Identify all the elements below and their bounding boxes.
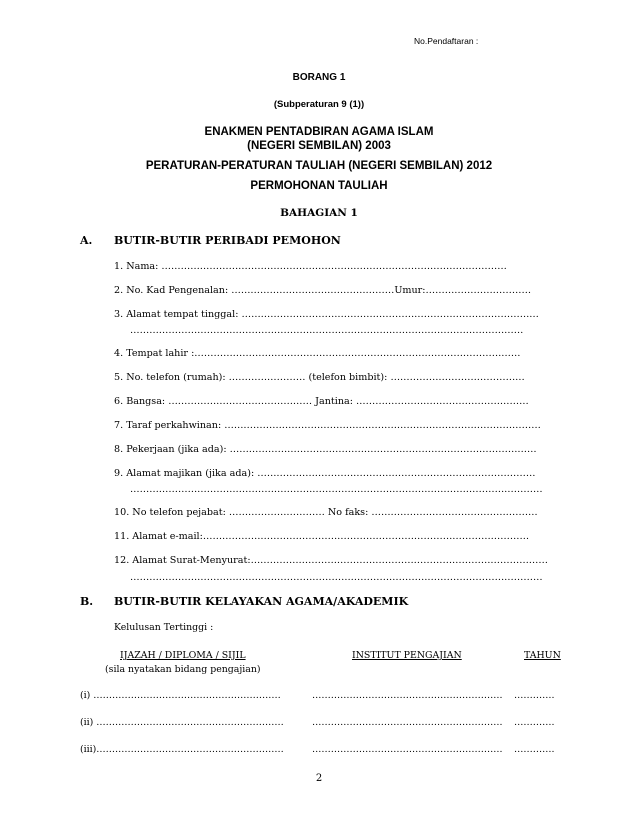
highest-qualification-label: Kelulusan Tertinggi : bbox=[114, 622, 214, 633]
regulation-reference: (Subperaturan 9 (1)) bbox=[273, 99, 365, 110]
field-place-of-birth[interactable]: 4. Tempat lahir :………………………………………………………………………………………… bbox=[114, 348, 521, 359]
qualification-cell[interactable]: (i) …………………………………………………… bbox=[80, 690, 281, 701]
field-mailing-address-continued[interactable]: ………………………………………………………………………………………………………………… bbox=[130, 572, 543, 583]
institution-column-header: INSTITUT PENGAJIAN bbox=[352, 650, 462, 661]
field-home-address[interactable]: 3. Alamat tempat tinggal: ………………………………………………………………………………… bbox=[114, 309, 539, 320]
field-telephone[interactable]: 5. No. telefon (rumah): …………………… (telefon bimbit): …………………………………… bbox=[114, 372, 525, 383]
field-ic-number-age[interactable]: 2. No. Kad Pengenalan: ……………………………………………Umur:…………………………… bbox=[114, 285, 532, 296]
registration-number-label: No.Pendaftaran : bbox=[414, 36, 479, 46]
field-name[interactable]: 1. Nama: ……………………………………………………………………………………………… bbox=[114, 261, 507, 272]
year-cell[interactable]: …………. bbox=[514, 717, 555, 728]
qualification-cell[interactable]: (ii) …………………………………………………… bbox=[80, 717, 284, 728]
form-title: BORANG 1 bbox=[292, 72, 346, 83]
field-employer-address[interactable]: 9. Alamat majikan (jika ada): …………………………………………………………………………… bbox=[114, 468, 536, 479]
year-cell[interactable]: …………. bbox=[514, 744, 555, 755]
section-a-title: BUTIR-BUTIR PERIBADI PEMOHON bbox=[114, 234, 341, 247]
field-office-phone-fax[interactable]: 10. No telefon pejabat: ………………………… No faks: ……………………………………………. bbox=[114, 507, 538, 518]
field-race-gender[interactable]: 6. Bangsa: ……………………………………… Jantina: ……………………………………………… bbox=[114, 396, 529, 407]
field-marital-status[interactable]: 7. Taraf perkahwinan: ……………………………………………………………………………………… bbox=[114, 420, 541, 431]
enactment-title-line2: (NEGERI SEMBILAN) 2003 bbox=[247, 140, 391, 152]
qualification-column-header: IJAZAH / DIPLOMA / SIJIL bbox=[120, 650, 246, 661]
qualification-column-note: (sila nyatakan bidang pengajian) bbox=[105, 664, 261, 675]
page-number: 2 bbox=[315, 773, 323, 784]
section-b-letter: B. bbox=[80, 595, 94, 608]
institution-cell[interactable]: ……………………………………………………. bbox=[312, 717, 503, 728]
year-column-header: TAHUN bbox=[524, 650, 561, 661]
enactment-title-line1: ENAKMEN PENTADBIRAN AGAMA ISLAM bbox=[204, 126, 434, 138]
field-employer-address-continued[interactable]: ………………………………………………………………………………………………………………… bbox=[130, 484, 543, 495]
institution-cell[interactable]: ……………………………………………………. bbox=[312, 690, 503, 701]
year-cell[interactable]: …………. bbox=[514, 690, 555, 701]
section-a-letter: A. bbox=[80, 234, 93, 247]
field-mailing-address[interactable]: 12. Alamat Surat-Menyurat:………………………………………………………………………………… bbox=[114, 555, 548, 566]
section-b-title: BUTIR-BUTIR KELAYAKAN AGAMA/AKADEMIK bbox=[114, 595, 409, 608]
institution-cell[interactable]: ……………………………………………………. bbox=[312, 744, 503, 755]
field-occupation[interactable]: 8. Pekerjaan (jika ada): …………………………………………………………………………………… bbox=[114, 444, 537, 455]
regulations-title: PERATURAN-PERATURAN TAULIAH (NEGERI SEMBILAN) 2012 bbox=[145, 160, 493, 172]
qualification-cell[interactable]: (iii)…………………………………………………… bbox=[80, 744, 284, 755]
field-home-address-continued[interactable]: …………………………………………………………………………………………………………… bbox=[130, 325, 524, 336]
field-email[interactable]: 11. Alamat e-mail:………………………………………………………………………………………… bbox=[114, 531, 530, 542]
part-title: BAHAGIAN 1 bbox=[280, 207, 358, 219]
application-title: PERMOHONAN TAULIAH bbox=[250, 180, 388, 192]
